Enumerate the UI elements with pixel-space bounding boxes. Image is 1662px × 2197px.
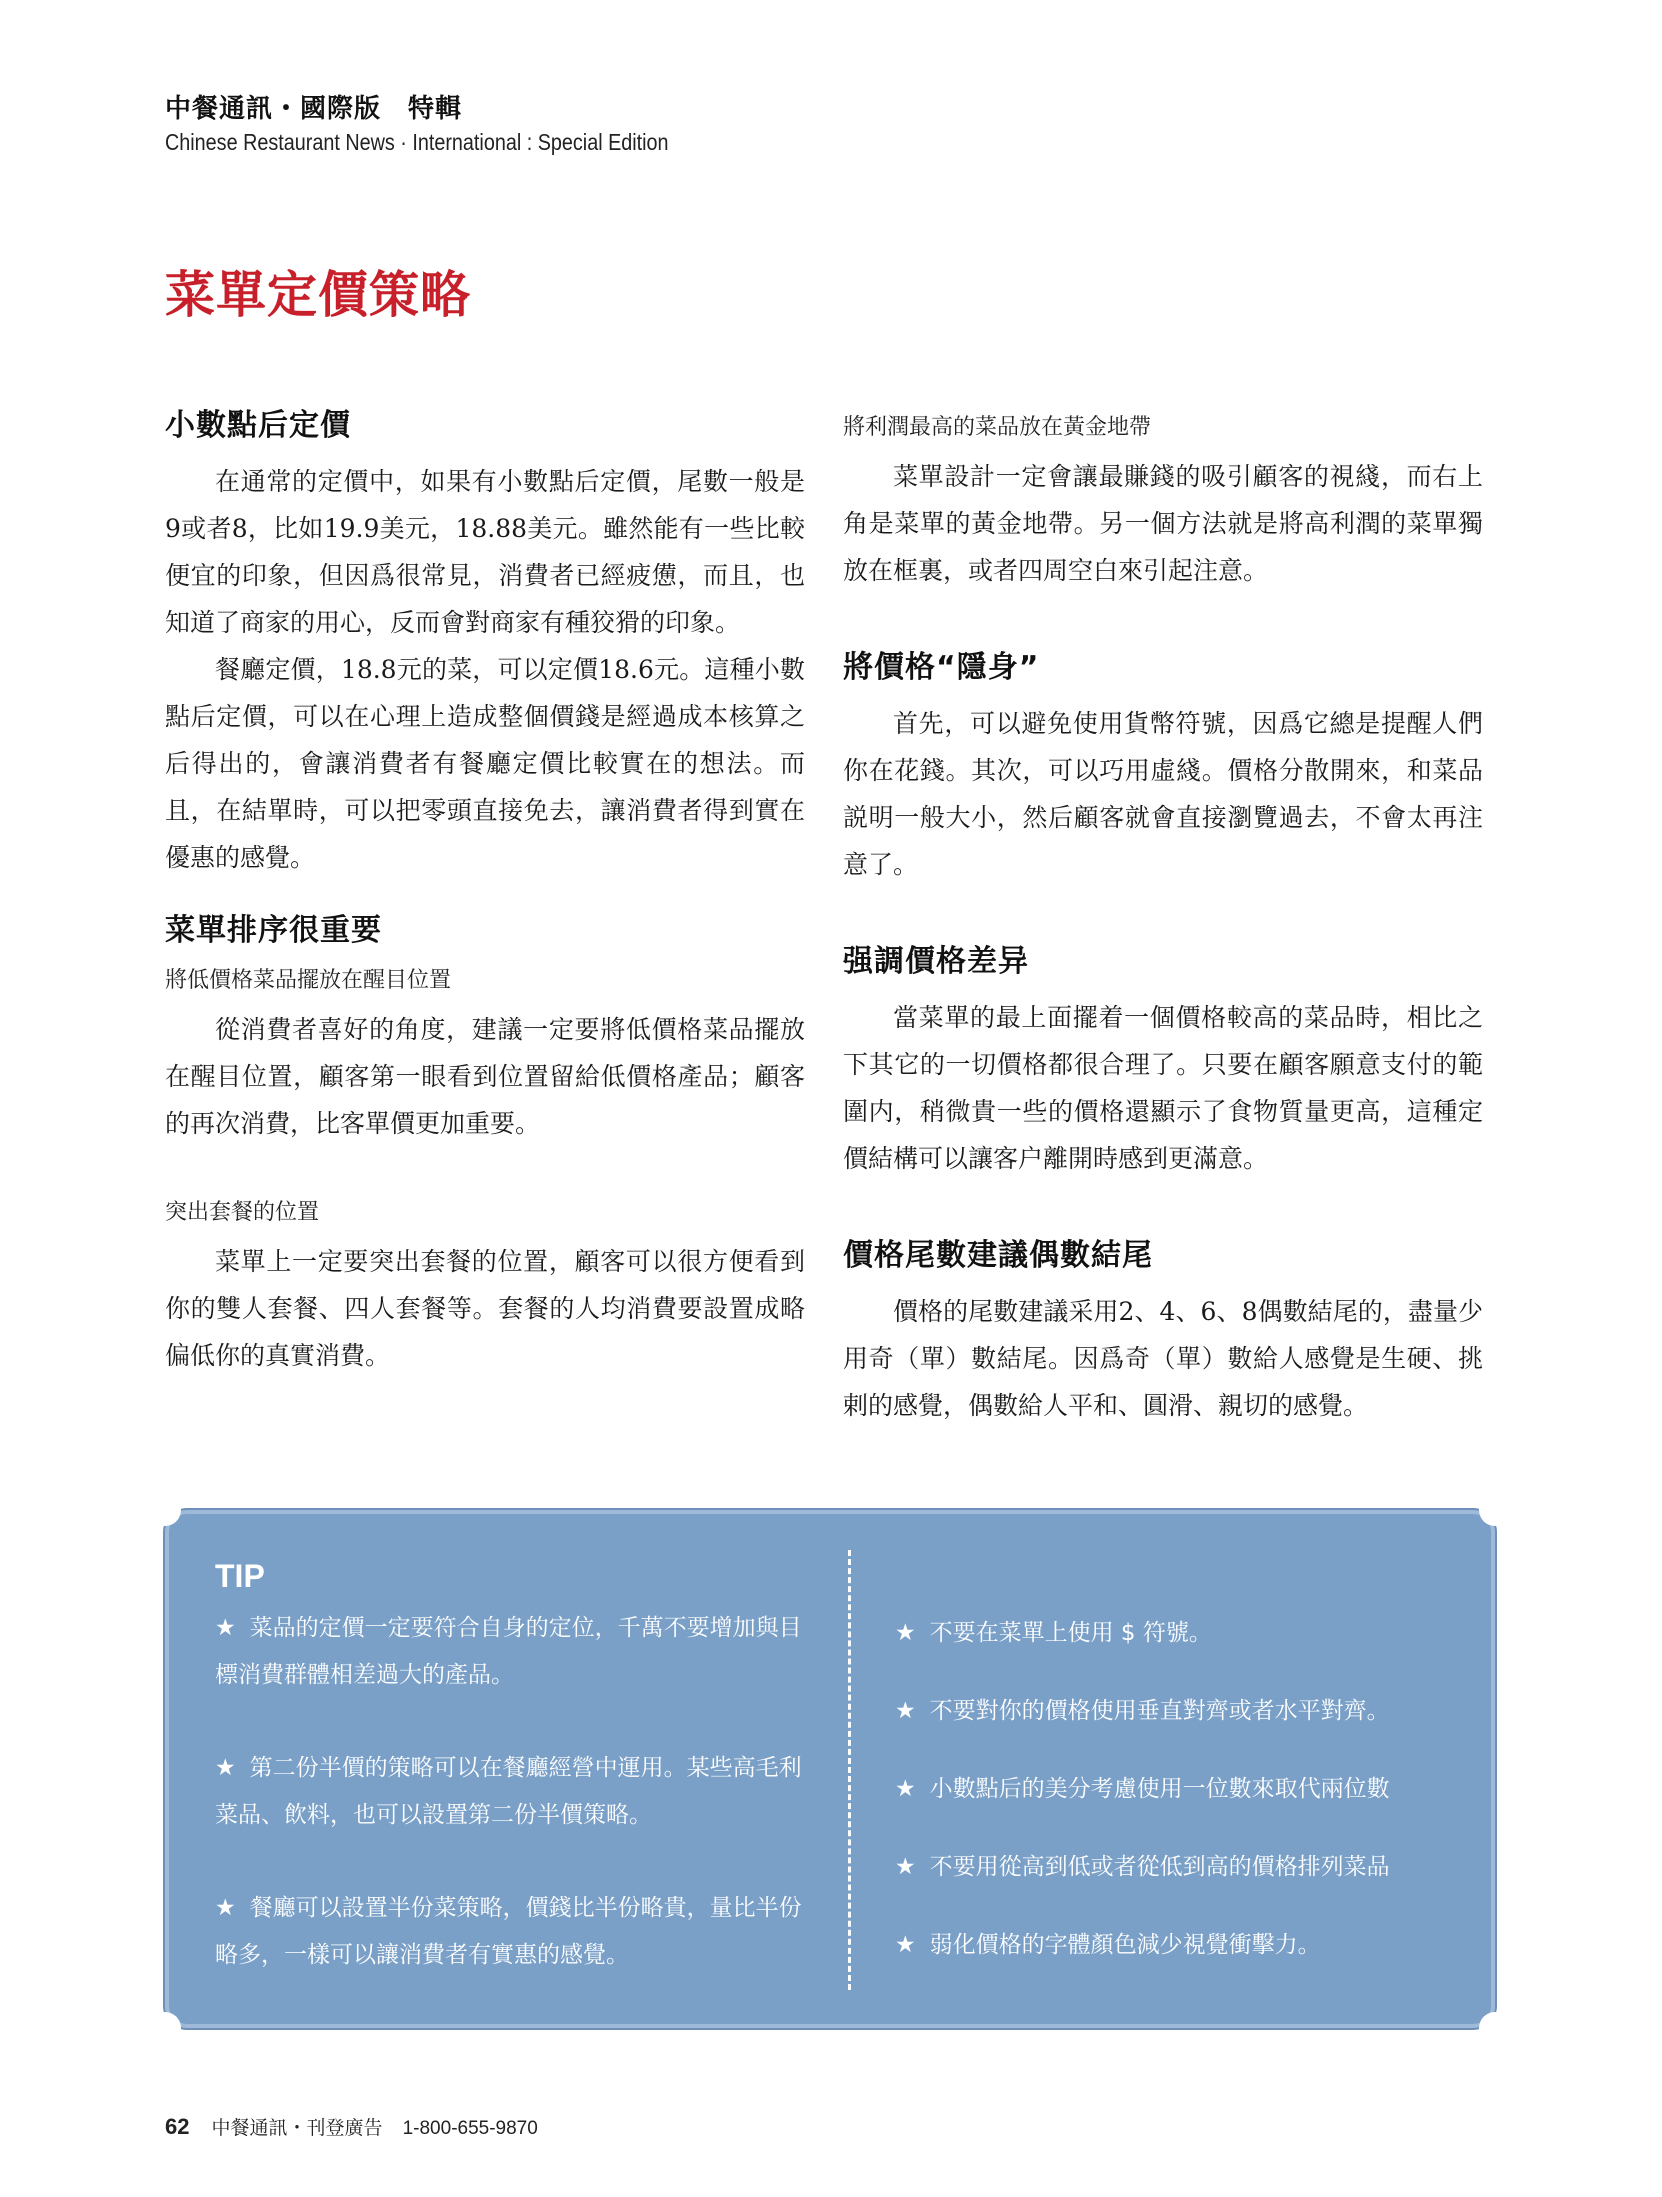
star-icon: ★ bbox=[215, 1755, 236, 1781]
paragraph: 菜單上一定要突出套餐的位置，顧客可以很方便看到你的雙人套餐、四人套餐等。套餐的人均消費要設置成略偏低你的真實消費。 bbox=[165, 1247, 805, 1370]
masthead-english: Chinese Restaurant News · International : Special Edition bbox=[165, 129, 669, 155]
footer-phone: 1-800-655-9870 bbox=[402, 2118, 538, 2139]
tip-item: ★ 第二份半價的策略可以在餐廳經營中運用。某些高毛利菜品、飲料，也可以設置第二份半價策略。 bbox=[215, 1755, 802, 1828]
paragraph: 價格的尾數建議采用2、4、6、8偶數結尾的，盡量少用奇（單）數結尾。因爲奇（單）數給人感覺是生硬、挑剌的感覺，偶數給人平和、圓滑、親切的感覺。 bbox=[843, 1297, 1483, 1420]
tip-box bbox=[165, 1510, 1495, 2028]
star-icon: ★ bbox=[895, 1776, 916, 1802]
star-icon: ★ bbox=[895, 1698, 916, 1724]
tip-item: ★ 小數點后的美分考慮使用一位數來取代兩位數 bbox=[895, 1776, 1390, 1802]
subheading: 將低價格菜品擺放在醒目位置 bbox=[165, 968, 452, 993]
tip-item: ★ 不要用從高到低或者從低到高的價格排列菜品 bbox=[895, 1854, 1390, 1880]
tip-label: TIP bbox=[215, 1558, 265, 1594]
paragraph: 從消費者喜好的角度，建議一定要將低價格菜品擺放在醒目位置，顧客第一眼看到位置留給低價格產品；顧客的再次消費，比客單價更加重要。 bbox=[165, 1015, 805, 1138]
page-footer bbox=[165, 2113, 538, 2140]
star-icon: ★ bbox=[895, 1620, 916, 1646]
paragraph: 當菜單的最上面擺着一個價格較高的菜品時，相比之下其它的一切價格都很合理了。只要在顧客願意支付的範圍内，稍微貴一些的價格還顯示了食物質量更高，這種定價結構可以讓客户離開時感到更滿意。 bbox=[843, 1003, 1483, 1173]
footer-text: 中餐通訊・刊登廣告 bbox=[211, 2117, 383, 2139]
page-number: 62 bbox=[165, 2114, 190, 2139]
star-icon: ★ bbox=[895, 1854, 916, 1880]
subheading: 突出套餐的位置 bbox=[165, 1200, 320, 1225]
tip-item: ★ 菜品的定價一定要符合自身的定位，千萬不要增加與目標消費群體相差過大的產品。 bbox=[215, 1615, 802, 1688]
tip-item: ★ 餐廳可以設置半份菜策略，價錢比半份略貴，量比半份略多，一樣可以讓消費者有實惠的感覺。 bbox=[215, 1895, 802, 1968]
paragraph: 餐廳定價，18.8元的菜，可以定價18.6元。這種小數點后定價，可以在心理上造成整個價錢是經過成本核算之后得出的，會讓消費者有餐廳定價比較實在的想法。而且，在結單時，可以把零頭直接免去，讓消費者得到實在優惠的感覺。 bbox=[165, 655, 805, 872]
paragraph: 首先，可以避免使用貨幣符號，因爲它總是提醒人們你在花錢。其次，可以巧用虛綫。價格分散開來，和菜品説明一般大小，然后顧客就會直接瀏覽過去，不會太再注意了。 bbox=[843, 709, 1483, 879]
tip-left-list bbox=[215, 1605, 815, 2025]
paragraph: 在通常的定價中，如果有小數點后定價，尾數一般是9或者8，比如19.9美元，18.88美元。雖然能有一些比較便宜的印象，但因爲很常見，消費者已經疲憊，而且，也知道了商家的用心，反而會對商家有種狡猾的印象。 bbox=[165, 467, 805, 637]
right-column bbox=[843, 410, 1483, 1429]
paragraph: 菜單設計一定會讓最賺錢的吸引顧客的視綫，而右上角是菜單的黃金地帶。另一個方法就是將高利潤的菜單獨放在框裏，或者四周空白來引起注意。 bbox=[843, 462, 1483, 585]
star-icon: ★ bbox=[215, 1895, 236, 1921]
star-icon: ★ bbox=[895, 1932, 916, 1958]
section-heading-menu-order: 菜單排序很重要 bbox=[165, 913, 382, 948]
tip-right-list bbox=[895, 1610, 1475, 2000]
star-icon: ★ bbox=[215, 1615, 236, 1641]
tip-item: ★ 不要在菜單上使用 $ 符號。 bbox=[895, 1620, 1212, 1646]
tip-item: ★ 不要對你的價格使用垂直對齊或者水平對齊。 bbox=[895, 1698, 1390, 1724]
section-heading-hide-price: 將價格“隱身” bbox=[843, 650, 1040, 685]
section-heading-price-contrast: 强調價格差异 bbox=[843, 944, 1029, 979]
subheading: 將利潤最高的菜品放在黃金地帶 bbox=[843, 415, 1152, 440]
masthead bbox=[165, 88, 751, 156]
left-column bbox=[165, 400, 805, 1379]
dashed-divider bbox=[848, 1550, 851, 1990]
tip-item: ★ 弱化價格的字體顏色減少視覺衝擊力。 bbox=[895, 1932, 1321, 1958]
section-heading-even-endings: 價格尾數建議偶數結尾 bbox=[843, 1238, 1153, 1273]
masthead-chinese: 中餐通訊・國際版 特輯 bbox=[165, 94, 463, 124]
section-heading-decimal-pricing: 小數點后定價 bbox=[165, 408, 351, 443]
page-title: 菜單定價策略 bbox=[165, 266, 471, 324]
